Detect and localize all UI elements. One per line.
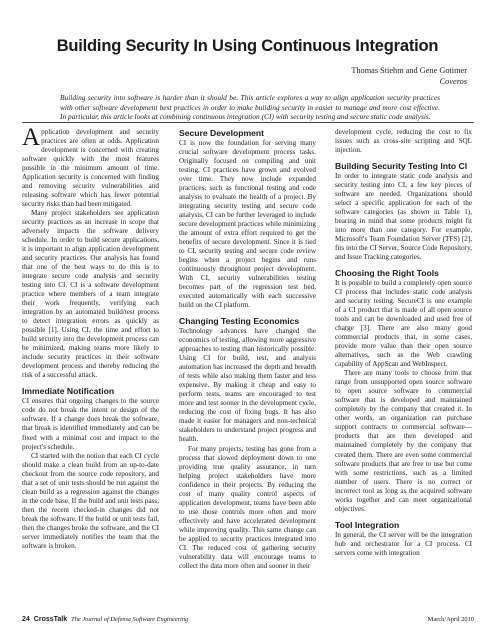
issue-date: March/April 2010 xyxy=(427,616,474,623)
header-divider xyxy=(22,122,474,123)
text-column-3 xyxy=(335,128,472,603)
paragraph: For many projects, testing has gone from a process that slowed deployment down to one providing true quality assurance, in turn helping project stakeholders have more confidence in their projects. By reducing the cost of many quality control aspects of application development, teams have been able to use those controls more often and more effectively and have accelerated development while improving quality. This same change can be applied to security practices integrated into CI. The reduced cost of gathering security vulnerability data will encourage teams to collect the data more often and sooner in their xyxy=(179,444,316,570)
paragraph: Technology advances have changed the economics of testing, allowing more aggressive approaches to testing than historically possible. Using CI for build, test, and analysis automation has increased the depth and breadth of tests while also making them faster and less expensive. By making it cheap and easy to perform tests, teams are encouraged to test more and test sooner in the development cycle, reducing the cost of fixing bugs. It has also made it easier for managers and non-technical stakeholders to understand project progress and health. xyxy=(179,327,316,444)
section-heading-building-security-testing: Building Security Testing Into CI xyxy=(335,161,468,172)
journal-name: The Journal of Defense Software Engineering xyxy=(71,616,189,623)
text-column-1 xyxy=(22,128,159,603)
paragraph: development cycle, reducing the cost to fix issues such as cross-site scripting and SQL injection. xyxy=(335,128,472,155)
page-number: 24 xyxy=(22,616,30,623)
intro-paragraph xyxy=(22,128,159,209)
section-heading-choosing-tools: Choosing the Right Tools xyxy=(335,268,439,279)
section-heading-immediate-notification: Immediate Notification xyxy=(22,386,115,397)
section-heading-secure-development: Secure Development xyxy=(179,128,265,138)
article-affiliation: Coveros xyxy=(439,77,467,86)
paragraph: CI ensures that ongoing changes to the source code do not break the intent or design of the software. If a change does break the software, that break is identified immediately and can be fixed with a minimal cost and impact to the project's schedule. xyxy=(22,397,159,451)
article-abstract: Building security into software is harder than it should be. This article explores a way to align application security practices with other software development best practices in order to make building security in easier to manage and more cost effective. In particular, this article looks at combining continuous integration (CI) with security testing and secure static code analysis. xyxy=(60,93,440,122)
paragraph: There are many tools to choose from that range from unsupported open source software to open source software to commercial software that is developed and maintained completely by the company that created it. In other words, an organization can purchase support contracts to commercial software—products that are then developed and maintained completely by the company that created them. There are even some commercial software products that are free to use but come with some restrictions, such as a limited number of users. There is no correct or incorrect tool as long as the acquired software works together and can meet organizational objectives. xyxy=(335,369,472,513)
paragraph-text: pplication development and security practices are often at odds. Application development is concerned with creating software quickly with the most features possible in the minimum amount of time. Application security is concerned with finding and removing security vulnerabilities and releasing software which has fewer potential security risks than had been mitigated. xyxy=(22,128,159,209)
section-heading-tool-integration: Tool Integration xyxy=(335,519,400,530)
article-authors: Thomas Stiehm and Gene Gotimer xyxy=(351,66,467,75)
paragraph: CI started with the notion that each CI cycle should make a clean build from an up-to-date checkout from the source code repository, and that a set of unit tests should be run against the clean build as a regression against the changes in the code base. If the build and unit tests pass, then the recent checked-in changes did not break the software. If the build or unit tests fail, then the changes broke the software, and the CI server immediately notifies the team that the software is broken. xyxy=(22,451,159,550)
paragraph: Many project stakeholders see application security practices as an increase in scope that adversely impacts the software delivery schedule. In order to build secure applications, it is important to align application development and security practices. Our analysis has found that one of the best ways to do this is to integrate secure code analysis and security testing into CI. CI is a software development practice where members of a team integrate their work frequently, verifying each integration by an automated build/test process to detect integration errors as quickly as possible [1]. Using CI, the time and effort to build security into the development process can be minimized, making teams more likely to include security practices in their software development process and thereby reducing the risk of a successful attack. xyxy=(22,209,159,380)
drop-cap: A xyxy=(22,128,41,151)
article-title: Building Security In Using Continuous Integration xyxy=(56,37,439,55)
page-footer xyxy=(22,614,474,626)
paragraph: It is possible to build a completely open source CI process that includes static code analysis and security testing. SecureCI is one example of a CI product that is made of all open source tools and can be downloaded and used free of charge [3]. There are also many good commercial products that, in some cases, provide more value than their open source alternatives, such as the Web crawling capability of AppScan and WebInspect. xyxy=(335,279,472,369)
text-column-2 xyxy=(179,128,316,603)
paragraph: In general, the CI server will be the integration hub and orchestrator for a CI process. CI servers come with integration xyxy=(335,530,472,557)
journal-brand: CrossTalk xyxy=(33,616,68,623)
section-heading-changing-testing-economics: Changing Testing Economics xyxy=(179,316,300,327)
paragraph: In order to integrate static code analysis and security testing into CI, a few key pieces of software are needed. Organizations should select a specific application for each of the software categories (as shown in Table 1), bearing in mind that some products might fit into more than one category. For example, Microsoft's Team Foundation Server (TFS) [2], fits into the CI Server, Source Code Repository, and Issue Tracking categories. xyxy=(335,172,472,262)
paragraph: CI is now the foundation for serving many crucial software development process tasks. Originally focused on compiling and unit testing, CI practices have grown and evolved over time. They now include expanded practices, such as functional testing and code analysis to evaluate the health of a project. By integrating security testing and secure code analysis, CI can be further leveraged to include secure development practices while minimizing the amount of extra effort required to get the benefits of secure development. Since it is tied to CI, security testing and secure code review begins when a project begins and runs continuously throughout project development. With CI, security vulnerabilities testing becomes part of the regression test bed, executed automatically with each successive build on the CI platform. xyxy=(179,139,316,310)
